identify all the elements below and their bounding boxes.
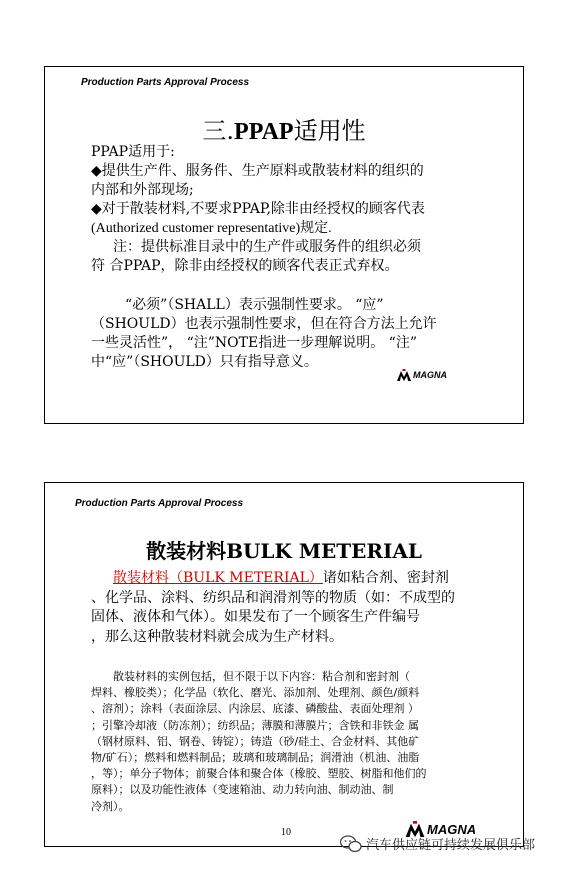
slide-header: Production Parts Approval Process	[75, 498, 244, 509]
text-line: ，等）；单分子物体；前聚合体和聚合体（橡胶、塑胶、树脂和他们的	[91, 767, 427, 781]
text-segment: 诸如粘合剂、密封剂	[322, 570, 449, 586]
wechat-icon	[340, 835, 362, 853]
note-line: 注：提供标准目录中的生产件或服务件的组织必须	[113, 239, 421, 255]
definition-line: 一些灵活性”， “注”NOTE指进一步理解说明。 “注”	[91, 335, 417, 351]
slide-1	[44, 66, 524, 424]
text-line: ；引擎冷却液（防冻剂）；纺织品；薄膜和薄膜片；含铁和非铁金 属	[91, 718, 419, 732]
page-number: 10	[281, 827, 291, 838]
text-line: 冷剂）。	[91, 799, 130, 813]
definition-line: （SHOULD）也表示强制性要求，但在符合方法上允许	[91, 316, 437, 332]
title-prefix: 三.	[202, 117, 235, 145]
definition-line: 中“应”（SHOULD）只有指导意义。	[91, 354, 318, 370]
definition-paragraph	[91, 569, 511, 589]
magna-logo-text: MAGNA	[427, 821, 477, 837]
slide-body	[91, 143, 511, 372]
examples-text	[91, 669, 483, 815]
watermark	[340, 834, 535, 853]
slide-header: Production Parts Approval Process	[81, 77, 250, 88]
magna-logo	[397, 369, 447, 381]
bullet-line: ◆提供生产件、服务件、生产原料或散装材料的组织的	[91, 163, 424, 179]
text-line: 散装材料的实例包括，但不限于以下内容：粘合剂和密封剂（	[113, 670, 410, 683]
slide-body	[91, 569, 511, 647]
note-line: 符 合PPAP，除非由经授权的顾客代表正式弃权。	[91, 258, 399, 274]
bulk-material-term: 散装材料（BULK METERIAL）	[113, 570, 323, 586]
definition-line: “必须”（SHALL）表示强制性要求。 “应”	[125, 297, 384, 313]
title-en: PPAP	[234, 119, 294, 145]
text-line: 固体、液体和气体）。如果发布了一个顾客生产件编号	[91, 609, 420, 625]
slide-title	[45, 111, 523, 146]
text-line: 原料）；以及功能性液体（变速箱油、动力转向油、制动油、制	[91, 783, 394, 797]
slide-title: 散装材料BULK METERIAL	[146, 539, 422, 563]
text-line: (Authorized customer representative)规定.	[91, 221, 332, 236]
text-line: ，那么这种散装材料就会成为生产材料。	[91, 628, 343, 645]
text-line: PPAP适用于:	[91, 144, 175, 160]
text-line: 、化学品、涂料、纺织品和润滑剂等的物质（如：不成型的	[91, 589, 455, 606]
text-line: 焊料、橡胶类）；化学品（软化、磨光、添加剂、处理剂、颜色/颜料	[91, 686, 420, 700]
magna-logo-icon	[397, 369, 411, 381]
text-line: 物/矿石）；燃料和燃料制品；玻璃和玻璃制品；润滑油（机油、油脂	[91, 751, 420, 765]
watermark-text: 汽车供应链可持续发展俱乐部	[366, 838, 536, 853]
text-line: （钢材原料、铝、钢卷、铸锭）；铸造（砂/硅土、合金材料、其他矿	[91, 734, 420, 748]
slide-2	[44, 482, 524, 847]
text-line: 、溶剂）；涂料（表面涂层、内涂层、底漆、磷酸盐、表面处理剂 ）	[91, 702, 419, 716]
magna-logo-text: MAGNA	[413, 370, 447, 380]
title-suffix: 适用性	[293, 117, 366, 145]
text-line: 内部和外部现场;	[91, 182, 194, 198]
bullet-line: ◆对于散装材料,不要求PPAP,除非由经授权的顾客代表	[91, 201, 425, 217]
